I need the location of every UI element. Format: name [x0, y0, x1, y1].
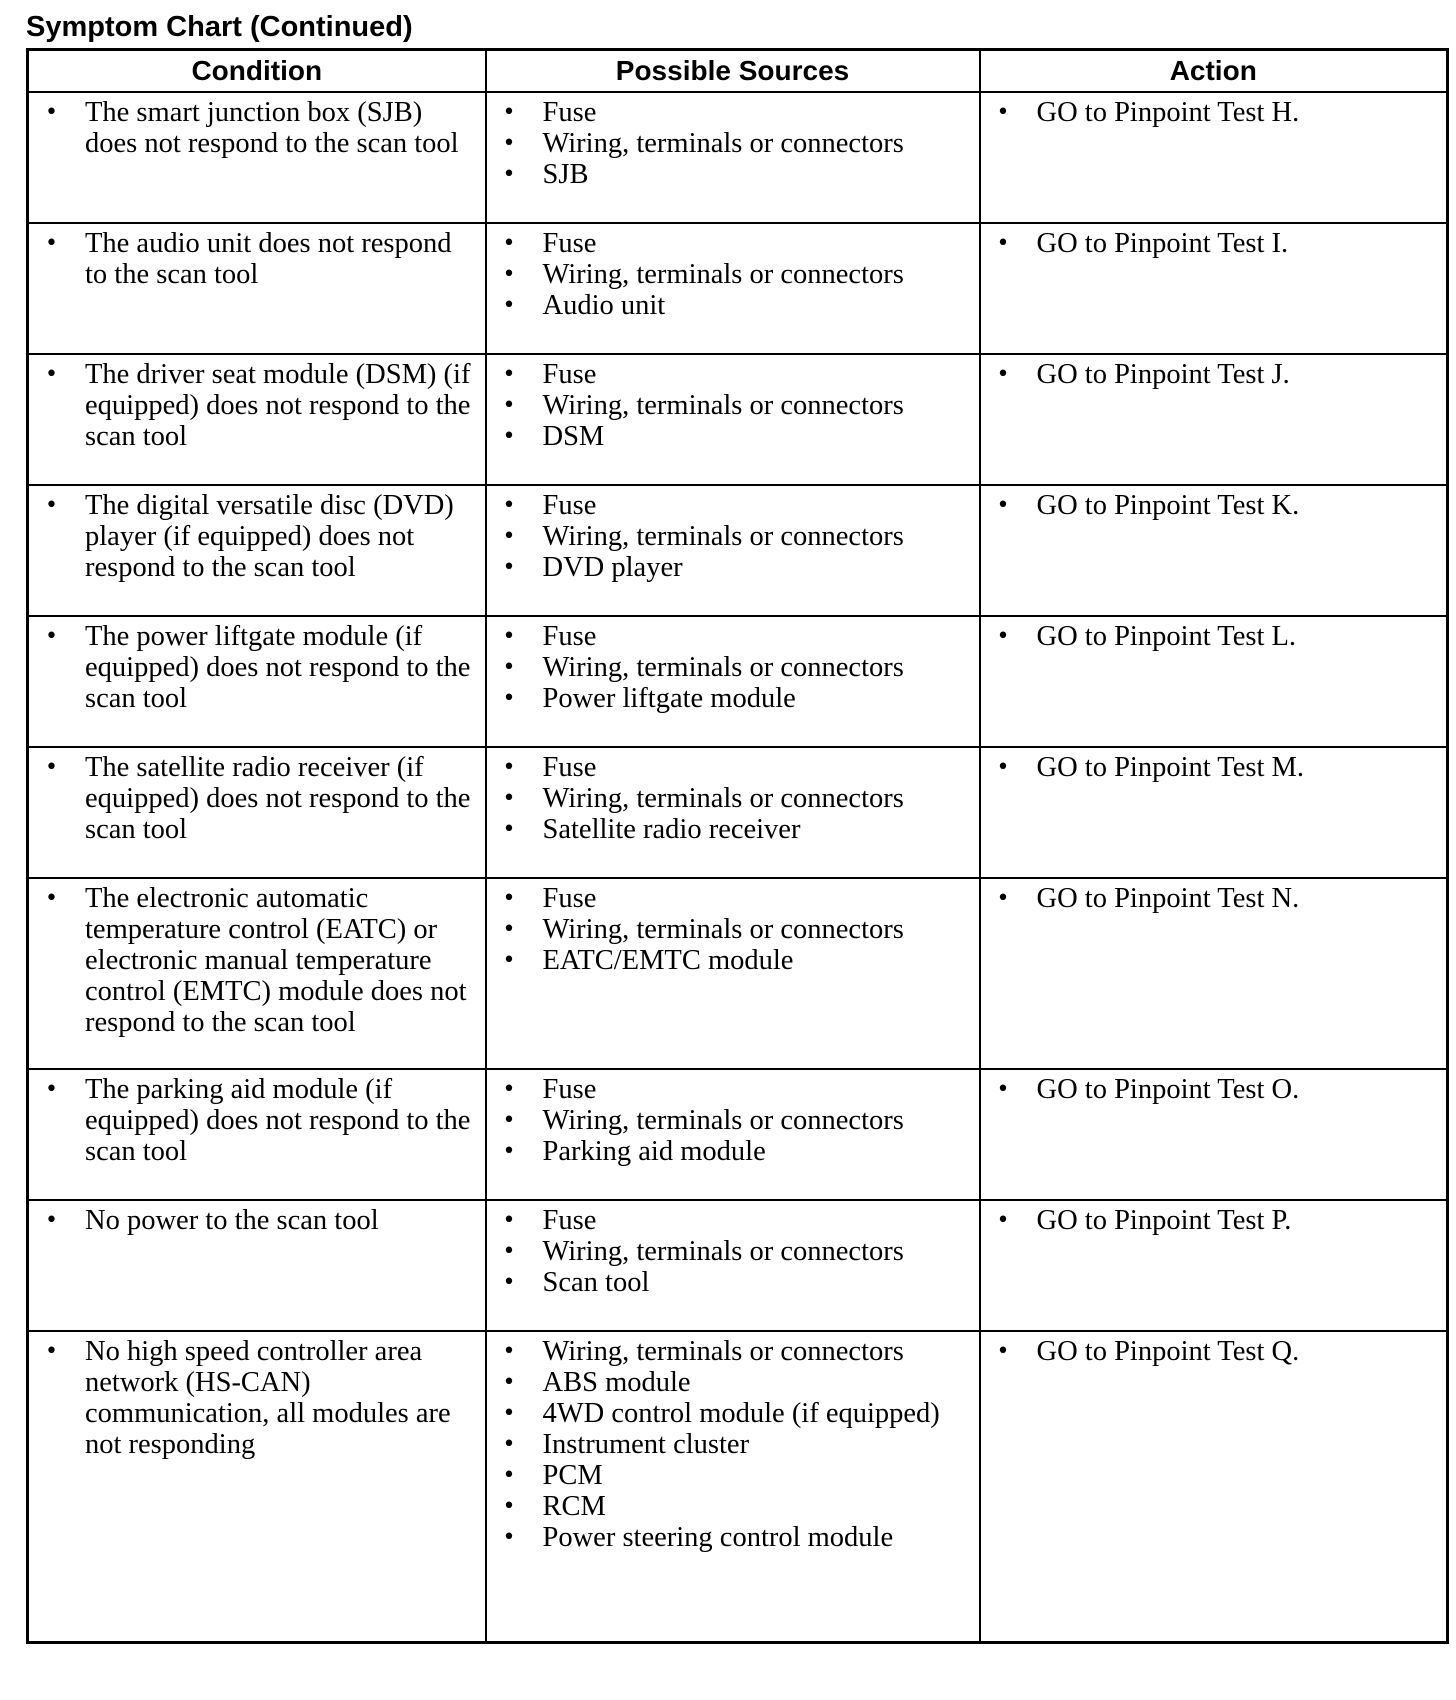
- action-list: [991, 228, 1435, 259]
- possible-sources-list: [497, 97, 967, 190]
- possible-source-item: • Audio unit: [497, 290, 967, 321]
- table-row: [28, 747, 1448, 878]
- condition-list: [39, 1205, 473, 1236]
- possible-source-item: • DSM: [497, 421, 967, 452]
- condition-text: • The satellite radio receiver (if equipped) does not respond to the scan tool: [39, 752, 473, 845]
- table-row: [28, 878, 1448, 1069]
- condition-cell: [28, 223, 486, 354]
- header-condition: Condition: [28, 50, 486, 93]
- table-row: [28, 1200, 1448, 1331]
- possible-sources-list: [497, 359, 967, 452]
- action-text: • GO to Pinpoint Test H.: [991, 97, 1435, 128]
- possible-sources-list: [497, 490, 967, 583]
- possible-source-item: • Wiring, terminals or connectors: [497, 259, 967, 290]
- action-cell: [980, 616, 1448, 747]
- action-cell: [980, 1200, 1448, 1331]
- action-cell: [980, 223, 1448, 354]
- table-row: [28, 1069, 1448, 1200]
- action-text: • GO to Pinpoint Test Q.: [991, 1336, 1435, 1367]
- condition-cell: [28, 1331, 486, 1642]
- possible-source-item: • Fuse: [497, 1074, 967, 1105]
- possible-source-item: • SJB: [497, 159, 967, 190]
- possible-source-item: • RCM: [497, 1491, 967, 1522]
- possible-sources-cell: [486, 92, 980, 223]
- possible-source-item: • Scan tool: [497, 1267, 967, 1298]
- condition-list: [39, 1336, 473, 1460]
- action-cell: [980, 1331, 1448, 1642]
- action-text: • GO to Pinpoint Test P.: [991, 1205, 1435, 1236]
- possible-source-item: • Wiring, terminals or connectors: [497, 1105, 967, 1136]
- possible-sources-cell: [486, 354, 980, 485]
- action-text: • GO to Pinpoint Test O.: [991, 1074, 1435, 1105]
- possible-sources-cell: [486, 1331, 980, 1642]
- possible-source-item: • Fuse: [497, 1205, 967, 1236]
- condition-text: • The smart junction box (SJB) does not respond to the scan tool: [39, 97, 473, 159]
- condition-list: [39, 97, 473, 159]
- chart-title: Symptom Chart (Continued): [26, 11, 413, 43]
- possible-sources-cell: [486, 747, 980, 878]
- condition-cell: [28, 616, 486, 747]
- condition-list: [39, 228, 473, 290]
- possible-source-item: • Wiring, terminals or connectors: [497, 1336, 967, 1367]
- possible-source-item: • Wiring, terminals or connectors: [497, 652, 967, 683]
- condition-text: • The power liftgate module (if equipped) does not respond to the scan tool: [39, 621, 473, 714]
- action-list: [991, 752, 1435, 783]
- condition-list: [39, 359, 473, 452]
- header-action: Action: [980, 50, 1448, 93]
- condition-list: [39, 752, 473, 845]
- table-row: [28, 485, 1448, 616]
- possible-sources-cell: [486, 616, 980, 747]
- possible-sources-list: [497, 1074, 967, 1167]
- action-list: [991, 359, 1435, 390]
- condition-text: • The parking aid module (if equipped) does not respond to the scan tool: [39, 1074, 473, 1167]
- symptom-table: [26, 48, 1449, 1644]
- possible-source-item: • Fuse: [497, 228, 967, 259]
- condition-text: • No power to the scan tool: [39, 1205, 473, 1236]
- possible-sources-list: [497, 1336, 967, 1553]
- possible-source-item: • Satellite radio receiver: [497, 814, 967, 845]
- condition-text: • The driver seat module (DSM) (if equipped) does not respond to the scan tool: [39, 359, 473, 452]
- action-list: [991, 1336, 1435, 1367]
- condition-text: • No high speed controller area network (HS-CAN) communication, all modules are not responding: [39, 1336, 473, 1460]
- condition-cell: [28, 1200, 486, 1331]
- possible-source-item: • Wiring, terminals or connectors: [497, 390, 967, 421]
- possible-sources-list: [497, 752, 967, 845]
- possible-source-item: • Fuse: [497, 621, 967, 652]
- condition-cell: [28, 354, 486, 485]
- action-cell: [980, 485, 1448, 616]
- action-text: • GO to Pinpoint Test K.: [991, 490, 1435, 521]
- possible-source-item: • DVD player: [497, 552, 967, 583]
- possible-source-item: • Instrument cluster: [497, 1429, 967, 1460]
- condition-cell: [28, 878, 486, 1069]
- possible-sources-cell: [486, 485, 980, 616]
- action-list: [991, 97, 1435, 128]
- possible-sources-cell: [486, 1200, 980, 1331]
- condition-list: [39, 1074, 473, 1167]
- possible-sources-list: [497, 883, 967, 976]
- possible-sources-list: [497, 1205, 967, 1298]
- possible-source-item: • ABS module: [497, 1367, 967, 1398]
- possible-source-item: • 4WD control module (if equipped): [497, 1398, 967, 1429]
- possible-source-item: • Fuse: [497, 752, 967, 783]
- possible-sources-cell: [486, 878, 980, 1069]
- condition-cell: [28, 92, 486, 223]
- action-list: [991, 621, 1435, 652]
- possible-source-item: • Wiring, terminals or connectors: [497, 1236, 967, 1267]
- possible-source-item: • Parking aid module: [497, 1136, 967, 1167]
- action-list: [991, 1205, 1435, 1236]
- possible-source-item: • Wiring, terminals or connectors: [497, 914, 967, 945]
- possible-source-item: • Power liftgate module: [497, 683, 967, 714]
- possible-source-item: • Fuse: [497, 883, 967, 914]
- possible-source-item: • Wiring, terminals or connectors: [497, 521, 967, 552]
- condition-cell: [28, 1069, 486, 1200]
- table-row: [28, 354, 1448, 485]
- action-list: [991, 1074, 1435, 1105]
- action-list: [991, 490, 1435, 521]
- symptom-chart-page: [26, 8, 1446, 1644]
- possible-sources-cell: [486, 223, 980, 354]
- possible-source-item: • Fuse: [497, 490, 967, 521]
- action-cell: [980, 747, 1448, 878]
- action-text: • GO to Pinpoint Test I.: [991, 228, 1435, 259]
- action-cell: [980, 92, 1448, 223]
- condition-list: [39, 883, 473, 1038]
- table-row: [28, 92, 1448, 223]
- action-text: • GO to Pinpoint Test J.: [991, 359, 1435, 390]
- table-row: [28, 223, 1448, 354]
- possible-source-item: • Wiring, terminals or connectors: [497, 128, 967, 159]
- possible-source-item: • Power steering control module: [497, 1522, 967, 1553]
- table-row: [28, 616, 1448, 747]
- action-cell: [980, 354, 1448, 485]
- header-row: [28, 50, 1448, 93]
- possible-source-item: • PCM: [497, 1460, 967, 1491]
- action-text: • GO to Pinpoint Test L.: [991, 621, 1435, 652]
- table-body: [28, 92, 1448, 1642]
- header-possible-sources: Possible Sources: [486, 50, 980, 93]
- possible-sources-cell: [486, 1069, 980, 1200]
- possible-sources-list: [497, 621, 967, 714]
- action-cell: [980, 1069, 1448, 1200]
- condition-text: • The digital versatile disc (DVD) player (if equipped) does not respond to the scan tool: [39, 490, 473, 583]
- condition-text: • The electronic automatic temperature control (EATC) or electronic manual temperature control (EMTC) module does not respond to the scan tool: [39, 883, 473, 1038]
- possible-source-item: • Fuse: [497, 359, 967, 390]
- possible-source-item: • Fuse: [497, 97, 967, 128]
- condition-cell: [28, 747, 486, 878]
- action-text: • GO to Pinpoint Test N.: [991, 883, 1435, 914]
- condition-list: [39, 621, 473, 714]
- action-cell: [980, 878, 1448, 1069]
- condition-list: [39, 490, 473, 583]
- condition-text: • The audio unit does not respond to the scan tool: [39, 228, 473, 290]
- condition-cell: [28, 485, 486, 616]
- possible-source-item: • EATC/EMTC module: [497, 945, 967, 976]
- table-row: [28, 1331, 1448, 1642]
- possible-source-item: • Wiring, terminals or connectors: [497, 783, 967, 814]
- possible-sources-list: [497, 228, 967, 321]
- action-list: [991, 883, 1435, 914]
- action-text: • GO to Pinpoint Test M.: [991, 752, 1435, 783]
